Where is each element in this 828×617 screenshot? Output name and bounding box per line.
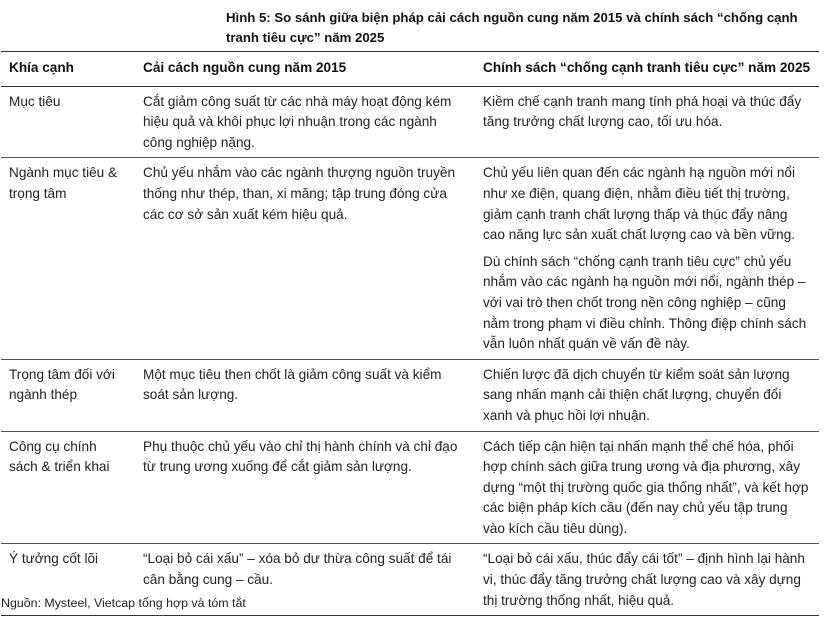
cell-reform-2015: Cắt giảm công suất từ các nhà máy hoạt động kém hiệu quả và khôi phục lợi nhuận trong các ngành công nghiệp nặng. xyxy=(135,86,475,158)
cell-aspect: Ngành mục tiêu & trọng tâm xyxy=(1,158,135,359)
cell-paragraph: Chiến lược đã dịch chuyển từ kiểm soát sản lượng sang nhấn mạnh cải thiện chất lượng, chuyển đổi xanh và phục hồi lợi nhuận. xyxy=(483,366,790,423)
header-policy-2025: Chính sách “chống cạnh tranh tiêu cực” năm 2025 xyxy=(483,60,811,75)
table-header-row xyxy=(1,52,819,87)
cell-reform-2015: Phụ thuộc chủ yếu vào chỉ thị hành chính và chỉ đạo từ trung ương xuống để cắt giảm sản lượng. xyxy=(135,431,475,544)
figure-title: Hình 5: So sánh giữa biện pháp cải cách nguồn cung năm 2015 và chính sách “chống cạnh tranh tiêu cực” năm 2025 xyxy=(226,10,798,45)
cell-policy-2025 xyxy=(475,86,819,158)
header-reform-2015: Cải cách nguồn cung năm 2015 xyxy=(143,60,347,75)
cell-aspect: Ý tưởng cốt lõi xyxy=(1,544,135,616)
table-row xyxy=(1,86,819,158)
header-aspect: Khía cạnh xyxy=(9,60,74,75)
cell-aspect: Mục tiêu xyxy=(1,86,135,158)
cell-reform-2015: Chủ yếu nhắm vào các ngành thượng nguồn truyền thống như thép, than, xi măng; tập trung đóng cửa các cơ sở sản xuất kém hiệu quả. xyxy=(135,158,475,359)
cell-paragraph: Cách tiếp cận hiện tại nhấn mạnh thể chế hóa, phối hợp chính sách giữa trung ương và địa phương, xây dựng “một thị trường quốc gia thống nhất”, và kết hợp các biện pháp kích cầu (đến nay chủ yếu tập trung vào kích cầu tiêu dùng). xyxy=(483,438,809,536)
cell-policy-2025 xyxy=(475,431,819,544)
cell-reform-2015: “Loại bỏ cái xấu” – xóa bỏ dư thừa công suất để tái cân bằng cung – cầu. xyxy=(135,544,475,616)
table-row xyxy=(1,158,819,359)
cell-paragraph: “Loại bỏ cái xấu, thúc đẩy cái tốt” – định hình lại hành vi, thúc đẩy tăng trưởng chất lượng cao và xây dựng thị trường thống nhất, hiệu quả. xyxy=(483,551,805,608)
table-row xyxy=(1,431,819,544)
cell-aspect: Công cụ chính sách & triển khai xyxy=(1,431,135,544)
cell-aspect: Trọng tâm đối với ngành thép xyxy=(1,359,135,431)
cell-paragraph: Kiềm chế cạnh tranh mang tính phá hoại và thúc đẩy tăng trưởng chất lượng cao, tối ưu hóa. xyxy=(483,93,802,130)
table-row xyxy=(1,359,819,431)
cell-reform-2015: Một mục tiêu then chốt là giảm công suất và kiểm soát sản lượng. xyxy=(135,359,475,431)
source-note: Nguồn: Mysteel, Vietcap tổng hợp và tóm tắt xyxy=(1,596,246,610)
cell-paragraph: Dù chính sách “chống cạnh tranh tiêu cực” chủ yếu nhắm vào các ngành hạ nguồn mới nổi, ngành thép – với vai trò then chốt trong nền công nghiệp – cũng nằm trong phạm vi điều chỉnh. Thông điệp chính sách vẫn luôn nhất quán về vấn đề này. xyxy=(483,253,807,352)
cell-paragraph: Chủ yếu liên quan đến các ngành hạ nguồn mới nổi như xe điện, quang điện, nhằm điều tiết thị trường, giảm cạnh tranh chất lượng thấp và thúc đẩy nâng cao năng lực sản xuất chất lượng cao và bền vững. xyxy=(483,165,796,243)
cell-policy-2025 xyxy=(475,158,819,359)
cell-policy-2025 xyxy=(475,359,819,431)
comparison-table xyxy=(1,51,819,616)
cell-policy-2025 xyxy=(475,544,819,616)
